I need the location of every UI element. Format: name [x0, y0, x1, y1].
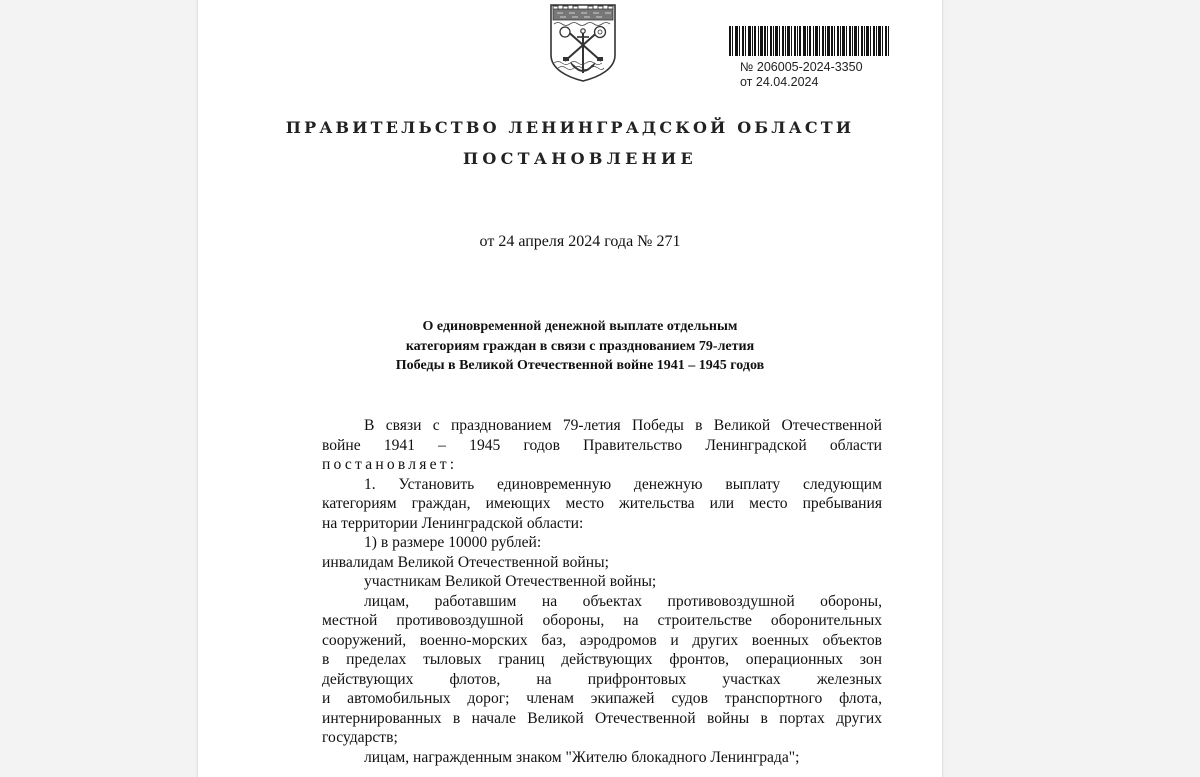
body-line: инвалидам Великой Отечественной войны;: [322, 553, 609, 571]
document-page: [198, 0, 942, 777]
document-heading: [318, 317, 842, 376]
government-title: ПРАВИТЕЛЬСТВО ЛЕНИНГРАДСКОЙ ОБЛАСТИ: [285, 118, 855, 137]
document-body: [322, 416, 882, 767]
body-line: 1. Установить единовременную денежную выплату следующим: [364, 475, 882, 493]
barcode-icon: [729, 26, 889, 56]
body-line: местной противовоздушной обороны, на строительстве оборонительных: [322, 612, 882, 629]
body-line: и автомобильных дорог; членам экипажей судов транспортного флота,: [322, 690, 882, 707]
body-line: действующих флотов, на прифронтовых участках железных: [322, 670, 882, 688]
heading-line: категориям граждан в связи с празднованием 79-летия: [405, 338, 755, 354]
body-line: 1) в размере 10000 рублей:: [364, 534, 542, 551]
body-line: интернированных в начале Великой Отечественной войны в портах других: [322, 709, 882, 727]
heading-line: О единовременной денежной выплате отдельным: [422, 319, 738, 334]
body-line: участникам Великой Отечественной войны;: [364, 573, 657, 590]
leningrad-oblast-coat-of-arms-icon: [547, 3, 619, 83]
registration-number: № 206005-2024-3350: [740, 60, 863, 74]
body-line: категориям граждан, имеющих место жительства или место пребывания: [322, 495, 882, 512]
body-line: государств;: [322, 729, 398, 746]
heading-line: Победы в Великой Отечественной войне 1941 – 1945 годов: [395, 358, 765, 373]
body-line: на территории Ленинградской области:: [322, 514, 584, 532]
body-line: В связи с празднованием 79-летия Победы в Великой Отечественной: [364, 417, 882, 434]
body-line: лицам, награжденным знаком "Жителю блокадного Ленинграда";: [364, 748, 800, 766]
body-line: постановляет:: [322, 456, 458, 473]
header-cutoff-text: [774, 0, 887, 4]
document-type: ПОСТАНОВЛЕНИЕ: [463, 149, 697, 168]
body-line: в пределах тыловых границ действующих фронтов, операционных зон: [322, 651, 882, 668]
document-date-number: от 24 апреля 2024 года № 271: [479, 233, 681, 250]
registration-date: от 24.04.2024: [740, 75, 819, 89]
body-line: лицам, работавшим на объектах противовоздушной обороны,: [364, 592, 882, 610]
body-line: сооружений, военно-морских баз, аэродромов и других военных объектов: [322, 631, 882, 649]
body-line: войне 1941 – 1945 годов Правительство Ленинградской области: [322, 436, 882, 454]
